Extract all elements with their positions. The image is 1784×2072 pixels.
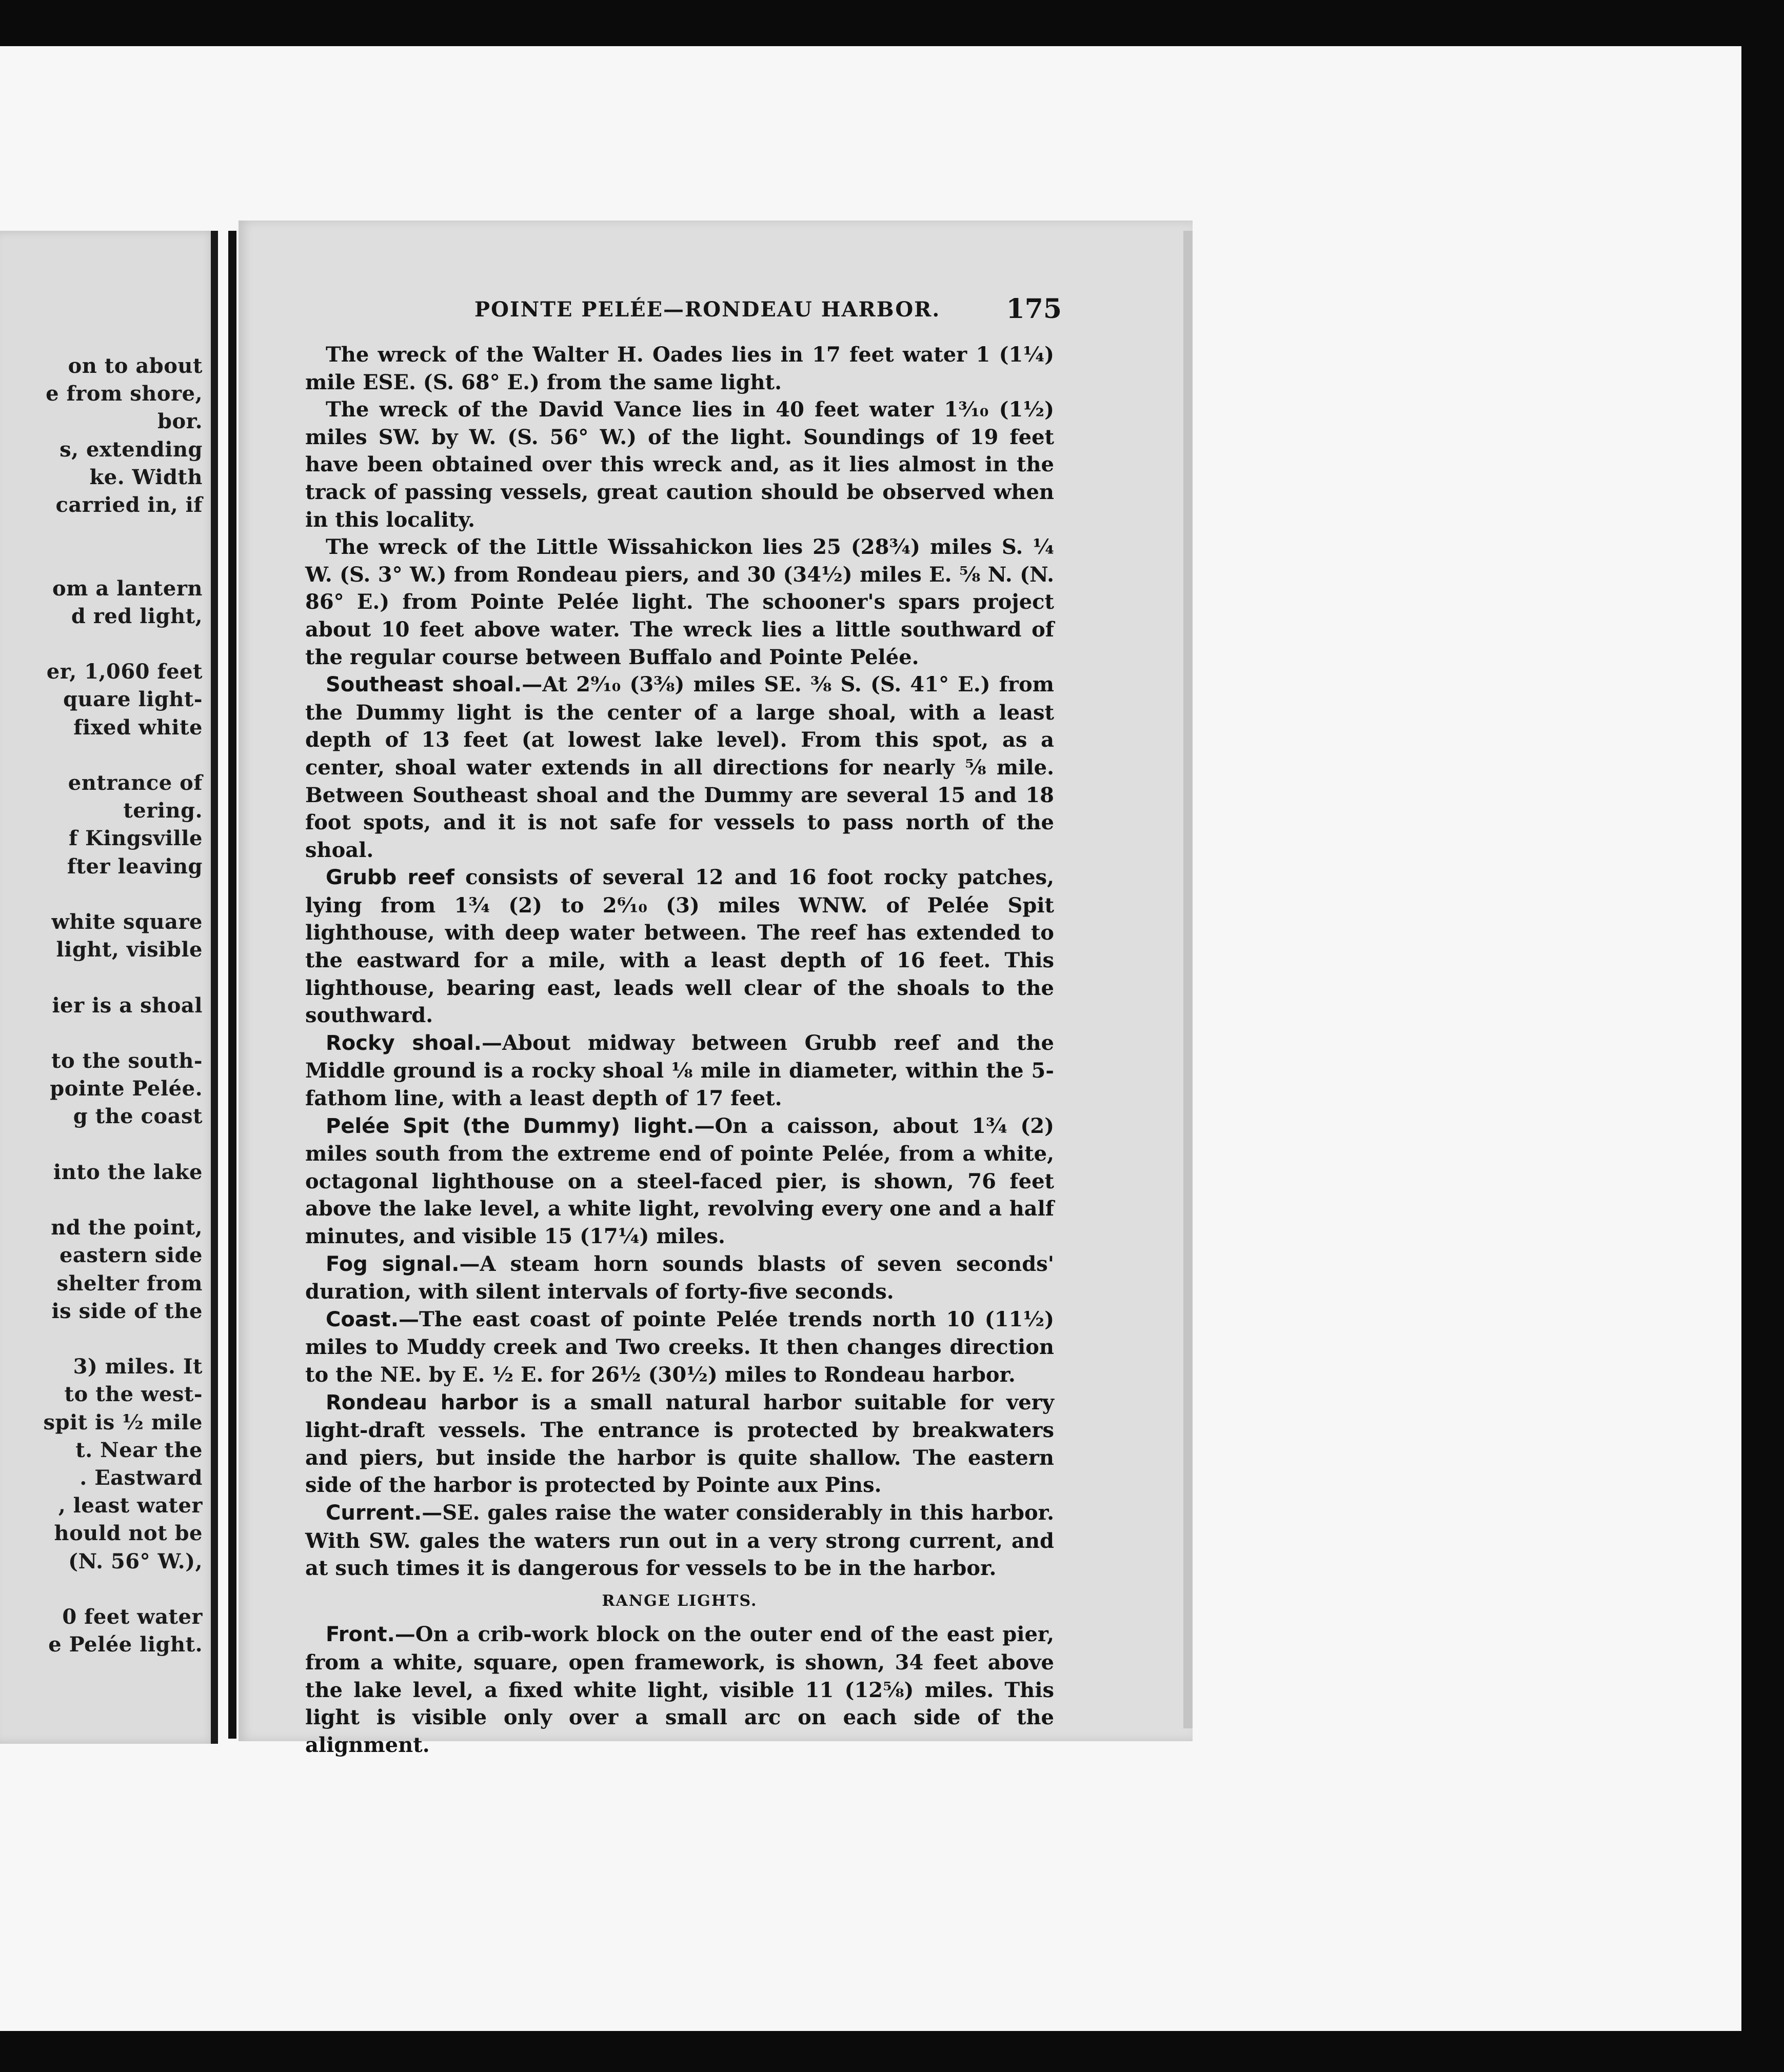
paragraph-run-in-heading: Front. bbox=[326, 1623, 395, 1647]
paragraph-text: —At 2⁹⁄₁₀ (3⅜) miles SE. ⅜ S. (S. 41° E.) from the Dummy light is the center of a large shoal, with a least depth of 13 feet (at lowest lake level). From this spot, as a center, shoal water extends in all directions for nearly ⅝ mile. Between Southeast shoal and the Dummy are several 15 and 18 foot spots, and it is not safe for vessels to pass north of the shoal. bbox=[305, 672, 1054, 862]
left-page-line: er, 1,060 feet bbox=[46, 660, 203, 684]
left-page-line: on to about bbox=[68, 354, 203, 378]
paragraph bbox=[305, 1112, 1054, 1250]
page-gutter bbox=[228, 231, 236, 1739]
left-page-line: carried in, if bbox=[55, 493, 203, 517]
left-page-line: spit is ½ mile bbox=[43, 1410, 203, 1435]
left-page-line: g the coast bbox=[73, 1104, 203, 1129]
book-spine bbox=[211, 231, 218, 1744]
paragraph-run-in-heading: Current. bbox=[326, 1501, 422, 1525]
left-page-line: into the lake bbox=[53, 1160, 203, 1184]
left-page-line: tering. bbox=[123, 799, 203, 823]
paragraph-run-in-heading: Fog signal. bbox=[326, 1252, 460, 1276]
paragraph-text: —About midway between Grubb reef and the Middle ground is a rocky shoal ⅛ mile in diameter, within the 5-fathom line, with a least depth of 17 feet. bbox=[305, 1030, 1054, 1111]
paragraph bbox=[305, 341, 1054, 396]
paragraph bbox=[305, 396, 1054, 533]
page-edge bbox=[1183, 231, 1193, 1728]
left-page-line: white square bbox=[51, 910, 203, 934]
left-page-line: eastern side bbox=[59, 1243, 203, 1268]
left-page-line: bor. bbox=[157, 409, 203, 434]
body-text bbox=[305, 341, 1054, 1759]
paragraph-run-in-heading: Southeast shoal. bbox=[326, 673, 522, 697]
paragraph-run-in-heading: Coast. bbox=[326, 1307, 399, 1331]
paragraph-text: consists of several 12 and 16 foot rocky patches, lying from 1¾ (2) to 2⁶⁄₁₀ (3) miles WNW. of Pelée Spit lighthouse, with deep water between. The reef has extended to the eastward for a mile, with a least depth of 16 feet. This lighthouse, bearing east, leads well clear of the shoals to the southward. bbox=[305, 865, 1054, 1028]
paragraph-text: The wreck of the Walter H. Oades lies in 17 feet water 1 (1¼) mile ESE. (S. 68° E.) from the same light. bbox=[305, 343, 1054, 394]
left-page-line: nd the point, bbox=[51, 1216, 203, 1240]
paragraph-text: —SE. gales raise the water considerably in this harbor. With SW. gales the waters run out in a very strong current, and at such times it is dangerous for vessels to be in the harbor. bbox=[305, 1500, 1054, 1581]
left-page-line: om a lantern bbox=[52, 576, 203, 601]
paragraph bbox=[305, 533, 1054, 671]
paragraph-run-in-heading: Rocky shoal. bbox=[326, 1031, 482, 1055]
paragraph-text: —On a caisson, about 1¾ (2) miles south from the extreme end of pointe Pelée, from a white, octagonal lighthouse on a steel-faced pier, is shown, 76 feet above the lake level, a white light, revolving every one and a half minutes, and visible 15 (17¼) miles. bbox=[305, 1113, 1054, 1248]
paragraph bbox=[305, 1499, 1054, 1582]
left-page-line: 0 feet water bbox=[62, 1605, 203, 1629]
paragraph bbox=[305, 1306, 1054, 1389]
left-page-line: quare light- bbox=[63, 687, 203, 712]
left-page-line: to the west- bbox=[64, 1382, 203, 1407]
paragraph-text: The wreck of the David Vance lies in 40 feet water 1³⁄₁₀ (1½) miles SW. by W. (S. 56° W.) of the light. Soundings of 19 feet have been obtained over this wreck and, as it lies almost in the track of passing vessels, great caution should be observed when in this locality. bbox=[305, 397, 1054, 532]
paragraph bbox=[305, 671, 1054, 864]
paragraph bbox=[305, 864, 1054, 1029]
left-page-line: shelter from bbox=[56, 1271, 203, 1296]
paragraph-text: is a small natural harbor suitable for very light-draft vessels. The entrance is protected by breakwaters and piers, but inside the harbor is quite shallow. The eastern side of the harbor is protected by Pointe aux Pins. bbox=[305, 1390, 1054, 1498]
left-page-line: s, extending bbox=[60, 437, 203, 462]
left-page bbox=[0, 231, 218, 1744]
paragraph bbox=[305, 1389, 1054, 1499]
left-page-line: fixed white bbox=[73, 715, 203, 740]
range-lights-paragraphs bbox=[305, 1621, 1054, 1759]
paragraph-run-in-heading: Rondeau harbor bbox=[326, 1390, 518, 1414]
section-heading-range-lights: RANGE LIGHTS. bbox=[602, 1591, 758, 1610]
left-page-line: 3) miles. It bbox=[73, 1354, 203, 1379]
left-page-line: e Pelée light. bbox=[48, 1632, 203, 1657]
paragraph-text: —On a crib-work block on the outer end of the east pier, from a white, square, open framework, is shown, 34 feet above the lake level, a fixed white light, visible 11 (12⅝) miles. This light is visible only over a small arc on each side of the alignment. bbox=[305, 1622, 1054, 1757]
paragraph-list bbox=[305, 341, 1054, 1582]
left-page-line: to the south- bbox=[51, 1049, 203, 1073]
left-page-line: d red light, bbox=[71, 604, 203, 628]
paragraph bbox=[305, 1029, 1054, 1112]
left-page-line: . Eastward bbox=[80, 1466, 203, 1490]
left-page-line: t. Near the bbox=[75, 1438, 203, 1462]
paragraph-run-in-heading: Pelée Spit (the Dummy) light. bbox=[326, 1114, 695, 1138]
left-page-line: pointe Pelée. bbox=[50, 1077, 203, 1101]
left-page-line: ier is a shoal bbox=[52, 993, 203, 1018]
page-number: 175 bbox=[1006, 293, 1062, 325]
paragraph-text: The wreck of the Little Wissahickon lies 25 (28¾) miles S. ¼ W. (S. 3° W.) from Rondeau piers, and 30 (34½) miles E. ⅝ N. (N. 86° E.) from Pointe Pelée light. The schooner's spars project about 10 feet above water. The wreck lies a little southward of the regular course between Buffalo and Pointe Pelée. bbox=[305, 535, 1054, 669]
left-page-line: entrance of bbox=[68, 771, 203, 795]
paragraph-text: —A steam horn sounds blasts of seven seconds' duration, with silent intervals of forty-five seconds. bbox=[305, 1251, 1054, 1304]
left-page-line: is side of the bbox=[51, 1299, 203, 1323]
paragraph-run-in-heading: Grubb reef bbox=[326, 866, 454, 890]
left-page-line: hould not be bbox=[54, 1521, 203, 1546]
left-page-line: ke. Width bbox=[89, 465, 203, 489]
paragraph bbox=[305, 1250, 1054, 1306]
left-page-line: (N. 56° W.), bbox=[68, 1549, 203, 1573]
left-page-line: e from shore, bbox=[46, 382, 203, 406]
paragraph bbox=[305, 1621, 1054, 1759]
left-page-line: light, visible bbox=[56, 938, 203, 962]
left-page-line: , least water bbox=[58, 1493, 203, 1518]
right-page bbox=[239, 221, 1193, 1757]
running-head-title: POINTE PELÉE—RONDEAU HARBOR. bbox=[474, 297, 941, 322]
left-page-line: f Kingsville bbox=[69, 826, 203, 851]
paragraph-text: —The east coast of pointe Pelée trends north 10 (11½) miles to Muddy creek and Two creeks. It then changes direction to the NE. by E. ½ E. for 26½ (30½) miles to Rondeau harbor. bbox=[305, 1307, 1054, 1387]
left-page-line: fter leaving bbox=[67, 854, 203, 879]
